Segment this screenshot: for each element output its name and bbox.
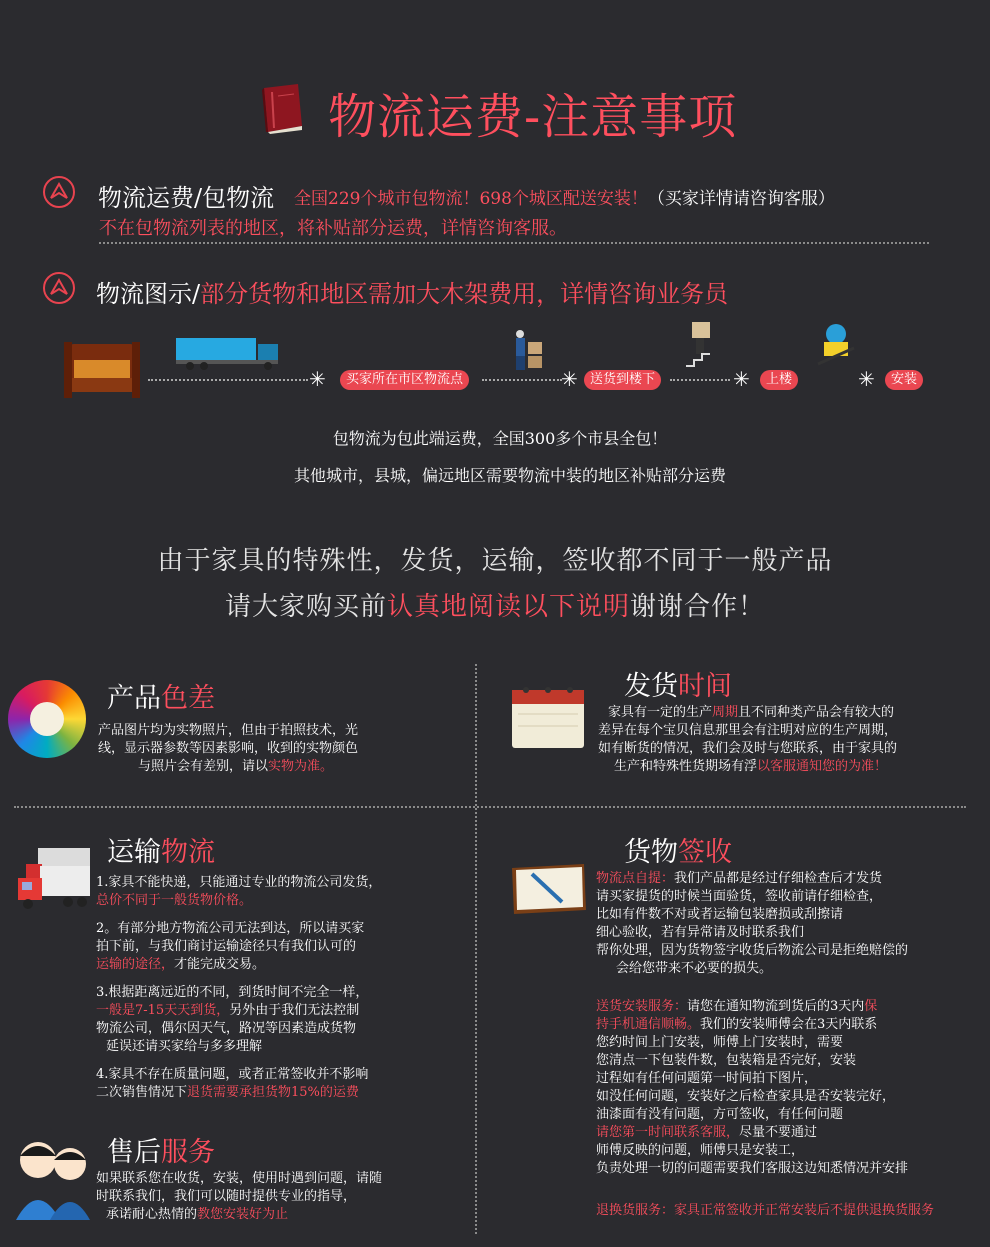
flow-note: 其他城市，县城，偏远地区需要物流中装的地区补贴部分运费 [293,466,726,485]
after-sales-title-b: 服务 [161,1137,215,1168]
notice-line: 由于家具的特殊性，发货，运输，签收都不同于一般产品 [157,546,833,576]
text-a: 二次销售情况下 [96,1085,188,1100]
text-line [598,758,970,776]
text-line: 您清点一下包装件数，包装箱是否完好，安装 [596,1053,857,1068]
stairs-carry-icon [684,320,724,368]
grid-divider [475,664,477,1234]
text-a: 送货安装服务： [596,999,688,1014]
text-b: 我们产品都是经过仔细检查后才发货 [674,871,883,886]
text-line: 如没任何问题，安装好之后检查家具是否安装完好， [596,1089,896,1104]
text-line: 差异在每个宝贝信息那里会有注明对应的生产周期， [598,723,898,738]
text-line: 如果联系您在收货，安装，使用时遇到问题，请随 [96,1171,383,1186]
color-diff-title-a: 产品 [107,683,161,714]
section1-title: 物流运费/包物流 [98,184,275,212]
notice-line2-c: 谢谢合作！ [630,592,766,622]
text-b: 周期 [712,705,739,720]
up-arrow-icon [43,272,75,304]
ship-time-text [598,704,970,776]
text-line [598,704,970,722]
text-line: 2。有部分地方物流公司无法到达，所以请买家 [96,921,365,936]
text-a: 生产和特殊性货期场有浮 [614,759,758,774]
text-line: 会给您带来不必要的损失。 [616,961,773,976]
text-line: 拍下前，与我们商讨运输途径只有我们认可的 [96,939,357,954]
transport-title-a: 运输 [107,837,161,868]
signing-title [624,830,732,869]
transport-text [96,874,466,1102]
after-sales-title [107,1130,215,1169]
after-sales-text [96,1170,466,1224]
sparkle-icon: ✳ [858,367,875,391]
transport-title [107,830,215,869]
ship-time-title [624,664,732,703]
truck-icon [174,336,284,372]
text-a: 一般是7-15天天到货， [96,1003,230,1018]
text-line: 过程如有任何问题第一时间拍下图片， [596,1071,818,1086]
flow-line [482,379,562,381]
flow-step-tag: 安装 [885,370,923,390]
text-line: 总价不同于一般货物价格。 [96,893,253,908]
text-line: 如有断货的情况，我们会及时与您联系，由于家具的 [598,741,898,756]
notice-line2-b: 认真地阅读以下说明 [386,592,630,622]
text-b: 尽量不要通过 [739,1125,818,1140]
signing-title-a: 货物 [624,837,678,868]
flow-line [670,379,730,381]
flow-step-tag: 上楼 [760,370,798,390]
flow-note: 包物流为包此端运费，全国300多个市县全包！ [332,429,668,448]
section1-desc-red: 全国229个城市包物流！698个城区配送安装！ [294,189,648,209]
text-line [596,870,988,888]
text-b: 教您安装好为止 [197,1207,289,1222]
text-line [596,1124,988,1142]
flow-step-tag: 送货到楼下 [584,370,661,390]
color-diff-text [98,722,438,776]
section2-title-white: 物流图示/ [96,280,201,308]
text-line [96,1002,466,1020]
service-people-icon [10,1136,96,1226]
text-line [96,1084,466,1102]
sparkle-icon: ✳ [733,367,750,391]
text-line [96,956,466,974]
notice-line2-a: 请大家购买前 [224,592,387,622]
text-a: 请您第一时间联系客服， [596,1125,740,1140]
transport-title-b: 物流 [161,837,215,868]
text-a: 承诺耐心热情的 [106,1207,198,1222]
divider [99,242,929,244]
text-a: 家具有一定的生产 [608,705,713,720]
section2-title [96,274,728,309]
section2-title-red: 部分货物和地区需加大木架费用，详情咨询业务员 [200,280,729,308]
text-line: 线，显示器参数等因素影响，收到的实物颜色 [98,741,359,756]
text-line: 退换货服务：家具正常签收并正常安装后不提供退换货服务 [596,1203,935,1218]
signing-text [596,870,988,1220]
text-line: 比如有件数不对或者运输包装磨损或刮擦请 [596,907,844,922]
text-line: 您约时间上门安装，师傅上门安装时，需要 [596,1035,844,1050]
calendar-icon [510,684,586,750]
delivery-man-icon [510,328,546,372]
installer-icon [814,322,862,368]
text-line: 3.根据距离远近的不同，到货时间不完全一样， [96,985,369,1000]
text-b: 退货需要承担货物15%的运费 [187,1085,359,1100]
text-line: 帮你处理，因为货物签字收货后物流公司是拒绝赔偿的 [596,943,909,958]
text-line [98,758,438,776]
sparkle-icon: ✳ [561,367,578,391]
text-b: 另外由于我们无法控制 [229,1003,360,1018]
flow-step-tag: 买家所在市区物流点 [340,370,469,390]
text-a: 持手机通信顺畅。 [596,1017,701,1032]
text-line [96,1206,466,1224]
text-c: 保 [864,999,878,1014]
text-line [596,998,988,1016]
ship-time-title-b: 时间 [678,671,732,702]
text-line: 请买家提货的时候当面验货，签收前请仔细检查， [596,889,883,904]
section1-line2: 不在包物流列表的地区，将补贴部分运费，详情咨询客服。 [99,218,567,239]
text-line: 油漆面有没有问题，方可签收，有任何问题 [596,1107,844,1122]
page-title: 物流运费-注意事项 [328,89,738,145]
signing-title-b: 签收 [678,837,732,868]
text-b: 才能完成交易。 [174,957,266,972]
up-arrow-icon [43,176,75,208]
bed-icon [62,338,142,400]
color-wheel-icon [8,680,86,758]
text-a: 物流点自提： [596,871,675,886]
color-diff-title-b: 色差 [161,683,215,714]
text-b: 实物为准。 [268,759,334,774]
trucks-icon [8,844,94,914]
text-line: 1.家具不能快递，只能通过专业的物流公司发货， [96,875,382,890]
text-line: 4.家具不存在质量问题，或者正常签收并不影响 [96,1067,369,1082]
section1-desc [294,184,835,209]
text-line: 时联系我们，我们可以随时提供专业的指导， [96,1189,357,1204]
ship-time-title-a: 发货 [624,671,678,702]
text-a: 运输的途径， [96,957,175,972]
text-line: 负责处理一切的问题需要我们客服这边知悉情况并安排 [596,1161,909,1176]
text-line: 细心验收，若有异常请及时联系我们 [596,925,805,940]
text-line: 师傅反映的问题，师傅只是安装工， [596,1143,805,1158]
text-line: 物流公司，偶尔因天气，路况等因素造成货物 [96,1021,357,1036]
grid-divider [14,806,966,808]
text-b: 请您在通知物流到货后的3天内 [687,999,865,1014]
text-b: 以客服通知您的为准！ [757,759,888,774]
notebook-pen-icon [510,862,588,916]
text-c: 且不同种类产品会有较大的 [738,705,895,720]
notice-line [0,586,990,623]
section1-desc-white: （买家详情请咨询客服） [647,189,835,209]
book-icon [258,82,306,134]
after-sales-title-a: 售后 [107,1137,161,1168]
text-line: 产品图片均为实物照片，但由于拍照技术，光 [98,723,359,738]
text-b: 我们的安装师傅会在3天内联系 [700,1017,878,1032]
flow-line [148,379,308,381]
text-line: 延误还请买家给与多多理解 [106,1039,263,1054]
text-line [596,1016,988,1034]
color-diff-title [107,676,215,715]
text-a: 与照片会有差别，请以 [138,759,269,774]
sparkle-icon: ✳ [309,367,326,391]
